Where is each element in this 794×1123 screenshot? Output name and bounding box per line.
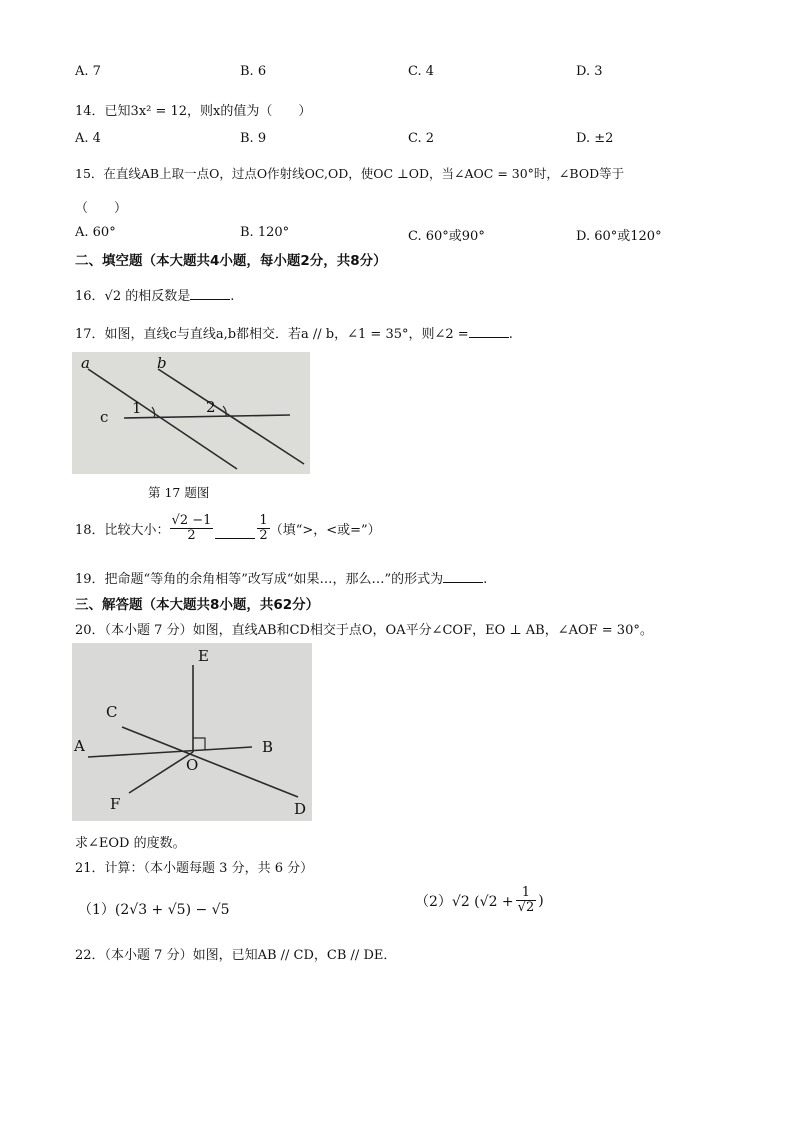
question-14-stem: 14．已知3x² = 12，则x的值为（ ） (75, 104, 312, 119)
question-20-ask: 求∠EOD 的度数。 (75, 836, 186, 851)
question-21-stem: 21．计算：（本小题每题 3 分，共 6 分） (75, 861, 314, 876)
point-e-label: E (198, 647, 209, 665)
question-15-stem: 15．在直线AB上取一点O，过点O作射线OC,OD，使OC ⊥OD，当∠AOC = 30°时，∠BOD等于 (75, 166, 625, 181)
question-16-end: . (230, 289, 235, 304)
section-heading-solutions: 三、解答题（本大题共8小题，共62分） (75, 597, 320, 613)
question-18 (75, 514, 381, 544)
question-15-paren: （ ） (75, 201, 128, 216)
option-d: D. 3 (576, 64, 603, 79)
point-o-label: O (186, 756, 199, 774)
question-18-prefix: 18．比较大小： (75, 523, 170, 539)
fraction-right-numerator: 1 (259, 513, 268, 528)
point-b-label: B (262, 738, 274, 756)
question-19-end: . (483, 572, 488, 587)
fraction-left-numerator: √2 −1 (171, 513, 212, 528)
label-b: b (157, 354, 167, 372)
figure-20 (72, 643, 312, 821)
question-19 (75, 568, 487, 587)
question-16-text: 16．√2 的相反数是 (75, 289, 191, 304)
question-18-suffix: （填“>，<或=”） (269, 523, 381, 539)
answer-blank (190, 287, 230, 300)
point-f-label: F (110, 795, 121, 813)
question-17-end: . (508, 327, 513, 342)
part-2-prefix: （2）√2 (√2 + (415, 893, 514, 910)
part-2-suffix: ) (538, 892, 544, 909)
option-b: B. 120° (240, 225, 290, 240)
figure-17-caption: 第 17 题图 (148, 485, 210, 500)
option-b: B. 9 (240, 131, 267, 146)
option-c: C. 60°或90° (408, 229, 485, 244)
question-20-stem: 20．（本小题 7 分）如图，直线AB和CD相交于点O，OA平分∠COF，EO ⊥ AB，∠AOF = 30°。 (75, 623, 653, 638)
option-a: A. 7 (75, 64, 101, 79)
point-d-label: D (294, 800, 307, 818)
figure-20-drawing (72, 643, 312, 821)
answer-blank (469, 325, 509, 338)
option-a: A. 60° (75, 225, 116, 240)
label-a: a (81, 354, 90, 372)
point-c-label: C (106, 703, 118, 721)
option-c: C. 2 (408, 131, 435, 146)
option-a: A. 4 (75, 131, 101, 146)
option-b: B. 6 (240, 64, 267, 79)
question-16 (75, 285, 234, 304)
figure-17 (72, 352, 310, 474)
label-c: c (100, 408, 109, 426)
point-a-label: A (74, 737, 85, 755)
angle-2-label: 2 (206, 398, 216, 416)
fraction-left-denominator: 2 (187, 528, 196, 544)
option-c: C. 4 (408, 64, 435, 79)
answer-blank (443, 570, 483, 583)
question-21-part-2 (415, 886, 544, 916)
part-2-denominator: √2 (517, 900, 535, 916)
question-22-stem: 22．（本小题 7 分）如图，已知AB // CD，CB // DE． (75, 948, 397, 963)
question-19-text: 19．把命题“等角的余角相等”改写成“如果…，那么…”的形式为 (75, 572, 444, 587)
part-2-numerator: 1 (516, 886, 537, 901)
part-2-fraction (516, 886, 537, 916)
option-d: D. ±2 (576, 131, 614, 146)
option-d: D. 60°或120° (576, 229, 662, 244)
section-heading-fill-in: 二、填空题（本大题共4小题，每小题2分，共8分） (75, 253, 387, 269)
question-21-part-1: （1）(2√3 + √5) − √5 (78, 902, 230, 918)
angle-1-label: 1 (132, 399, 142, 417)
question-17 (75, 323, 513, 342)
fraction-right (257, 514, 269, 544)
answer-blank (215, 526, 255, 539)
question-17-text: 17．如图，直线c与直线a,b都相交．若a // b，∠1 = 35°，则∠2 = (75, 327, 469, 342)
fraction-right-denominator: 2 (259, 528, 268, 544)
fraction-left (170, 514, 214, 544)
